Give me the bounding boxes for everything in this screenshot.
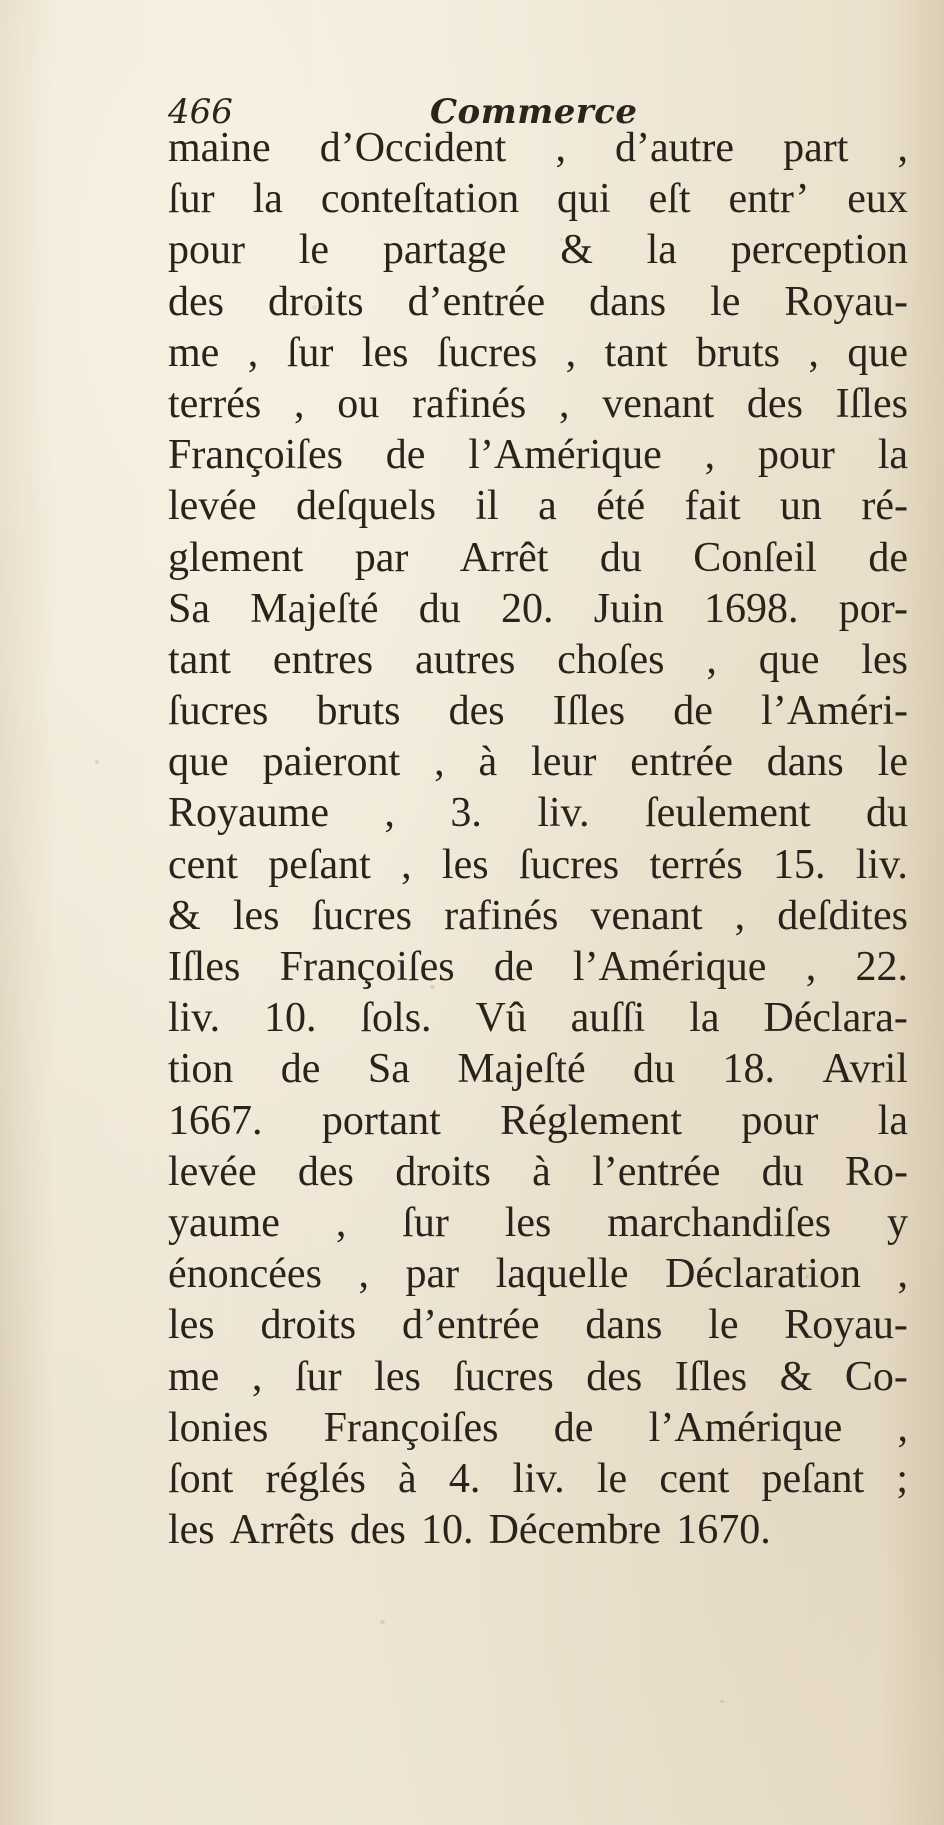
word: les [168,1507,215,1554]
word: ſucres [453,1353,554,1400]
word: marchandiſes [607,1199,832,1246]
word: Sa [367,1046,410,1093]
text-line [168,1300,908,1351]
word: du [865,790,908,837]
word: des [349,1507,406,1554]
word: 4. [448,1455,481,1502]
body-text [168,123,908,1556]
word: 22. [855,944,908,990]
word: liv. [855,841,908,888]
word: maine [168,125,271,171]
word: entrée [630,739,733,786]
word: de [868,534,908,581]
word: Royaume [168,790,329,837]
word: qui [557,176,611,223]
word: les [168,1302,215,1349]
word: des [168,278,224,325]
word: les [861,636,908,683]
word: terrés [649,841,743,888]
word: Réglement [500,1097,683,1144]
word: réglés [265,1455,366,1502]
word: Royau- [784,1302,908,1349]
word: la [646,227,677,274]
word: , [294,380,305,427]
word: à [478,739,498,786]
word: ſeulement [644,790,811,837]
word: partage [382,227,507,274]
word: tant [604,329,668,376]
text-line [168,174,908,225]
word: por- [838,585,908,632]
word: rafinés [444,892,559,939]
text-line [168,840,908,891]
word: droits [395,1148,491,1195]
word: à [398,1455,417,1502]
text-line [168,584,908,635]
word: 10. [264,995,317,1042]
text-line [168,788,908,839]
word: Iſles [674,1353,748,1400]
word: , [897,1251,908,1298]
word: Françoiſes [323,1404,499,1451]
word: ; [896,1455,908,1502]
word: 1667. [168,1097,263,1144]
word: , [734,892,746,939]
word: ſont [168,1455,234,1502]
word: du [418,585,461,632]
word: d’entrée [401,1302,540,1349]
word: le [710,278,741,325]
word: part [783,125,849,171]
word: 20. [501,585,554,632]
word: Ro- [844,1148,908,1195]
text-line [168,1147,908,1198]
text-line [168,481,908,532]
word: ou [337,380,380,427]
word: Déclaration [665,1251,861,1298]
word: ré- [861,483,908,530]
text-line [168,686,908,737]
word: Françoiſes [279,944,455,990]
word: d’autre [615,125,734,171]
word: deſdites [777,892,908,939]
word: Majeſté [250,585,379,632]
word: à [532,1148,551,1195]
text-line [168,942,908,993]
word: dans [766,739,844,786]
word: & [168,892,201,939]
word: les [504,1199,552,1246]
word: énoncées [168,1251,322,1298]
word: Déclara- [763,995,908,1042]
word: Co- [844,1353,908,1400]
word: de [385,432,426,479]
word: venant [590,892,703,939]
word: levée [168,1148,257,1195]
word: des [586,1353,643,1400]
word: liv. [168,995,221,1042]
word: Françoiſes [168,432,343,479]
word: les [232,892,280,939]
word: les [374,1353,421,1400]
word: Vû [475,995,527,1042]
word: d’Occident [319,125,507,171]
word: , [555,125,566,171]
word: Juin [593,585,664,632]
word: bruts [695,329,780,376]
word: me [168,1353,220,1400]
word: rafinés [411,380,527,427]
word: liv. [512,1455,565,1502]
word: le [596,1455,628,1502]
word: des [297,1148,354,1195]
word: , [247,329,259,376]
word: la [877,1097,908,1144]
word: tion [168,1046,234,1093]
word: ſucres [436,329,538,376]
word: le [877,739,908,786]
word: ſur [286,329,334,376]
word: , [251,1353,263,1400]
word: , [434,739,445,786]
word: 1670. [676,1507,771,1554]
word: dans [589,278,667,325]
word: conteſtation [320,176,520,223]
word: les [361,329,409,376]
word: l’Amérique [572,944,767,990]
word: fait [684,483,741,530]
word: de [280,1046,321,1093]
word: l’Améri- [761,688,908,735]
word: tant [168,636,231,683]
running-head: Commerce [430,92,638,132]
word: auſſi [570,995,646,1042]
word: yaume [168,1199,280,1246]
word: deſquels [296,483,436,530]
word: du [633,1046,676,1093]
text-line [168,123,908,174]
word: & [560,227,593,274]
word: Iſles [168,944,241,990]
word: ſols. [360,995,432,1042]
word: perception [730,227,908,274]
word: été [596,483,646,530]
word: de [493,944,534,990]
word: glement [168,534,304,581]
word: 3. [450,790,482,837]
word: des [746,380,803,427]
word: de [553,1404,594,1451]
word: que [168,739,229,786]
word: me [168,329,220,376]
word: , [565,329,577,376]
word: que [847,329,908,376]
word: Avril [822,1046,908,1093]
word: , [897,125,908,171]
word: pour [757,432,835,479]
word: , [559,380,570,427]
word: de [673,688,713,735]
word: 15. [773,841,826,888]
word: la [877,432,908,479]
word: du [761,1148,804,1195]
word: le [708,1302,739,1349]
text-line [168,1198,908,1249]
word: liv. [537,790,590,837]
word: , [384,790,395,837]
word: Décembre [488,1507,662,1554]
word: , [401,841,412,888]
word: entres [272,636,374,683]
text-line [168,1096,908,1147]
text-line [168,1403,908,1454]
word: pour [168,227,245,274]
word: a [538,483,557,530]
text-line [168,1249,908,1300]
text-line [168,328,908,379]
word: ſur [402,1199,449,1246]
word: les [441,841,489,888]
text-line [168,737,908,788]
word: ſucres [168,688,269,735]
text-line [168,277,908,328]
text-line [168,1505,908,1556]
word: le [298,227,330,274]
word: d’entrée [407,278,546,325]
word: y [886,1199,908,1246]
word: par [405,1251,460,1298]
word: Sa [168,585,210,632]
text-line [168,533,908,584]
word: choſes [557,636,665,683]
word: Iſles [835,380,908,427]
word: , [704,432,716,479]
word: lonies [168,1404,269,1451]
text-line [168,1044,908,1095]
word: du [599,534,642,581]
word: ſucres [518,841,620,888]
word: la [689,995,720,1042]
word: portant [321,1097,441,1144]
word: , [897,1404,908,1451]
word: des [448,688,505,735]
word: autres [415,636,516,683]
word: Iſles [552,688,626,735]
word: Conſeil [693,534,817,581]
word: , [808,329,819,376]
word: & [779,1353,813,1400]
word: 18. [722,1046,775,1093]
word: venant [602,380,715,427]
word: cent [659,1455,730,1502]
word: ſucres [311,892,412,939]
word: , [358,1251,369,1298]
text-line [168,225,908,276]
word: la [252,176,283,223]
word: Arrêt [459,534,549,581]
word: l’entrée [592,1148,721,1195]
word: l’Amérique [468,432,662,479]
word: , [805,944,817,990]
text-line [168,1352,908,1403]
word: pour [741,1097,819,1144]
word: levée [168,483,257,530]
page-number: 466 [168,92,233,132]
word: peſant [761,1455,865,1502]
text-line [168,1454,908,1505]
word: paieront [262,739,401,786]
word: un [779,483,822,530]
word: droits [260,1302,357,1349]
word: ſur [168,176,215,223]
word: entr’ [728,176,810,223]
word: Arrêts [229,1507,335,1554]
word: par [354,534,409,581]
word: , [706,636,717,683]
word: eux [847,176,908,223]
word: que [758,636,820,683]
word: Majeſté [457,1046,586,1093]
word: cent [168,841,238,888]
text-line [168,891,908,942]
word: terrés [168,380,262,427]
word: , [335,1199,347,1246]
word: l’Amérique [648,1404,843,1451]
word: eſt [648,176,691,223]
word: peſant [268,841,371,888]
word: droits [267,278,364,325]
text-line [168,635,908,686]
word: il [475,483,499,530]
word: laquelle [495,1251,629,1298]
word: 1698. [704,585,799,632]
word: bruts [316,688,401,735]
text-line [168,379,908,430]
word: 10. [420,1507,474,1554]
text-line [168,430,908,481]
word: dans [585,1302,663,1349]
word: leur [531,739,597,786]
text-line [168,993,908,1044]
word: ſur [294,1353,342,1400]
word: Royau- [784,278,908,325]
